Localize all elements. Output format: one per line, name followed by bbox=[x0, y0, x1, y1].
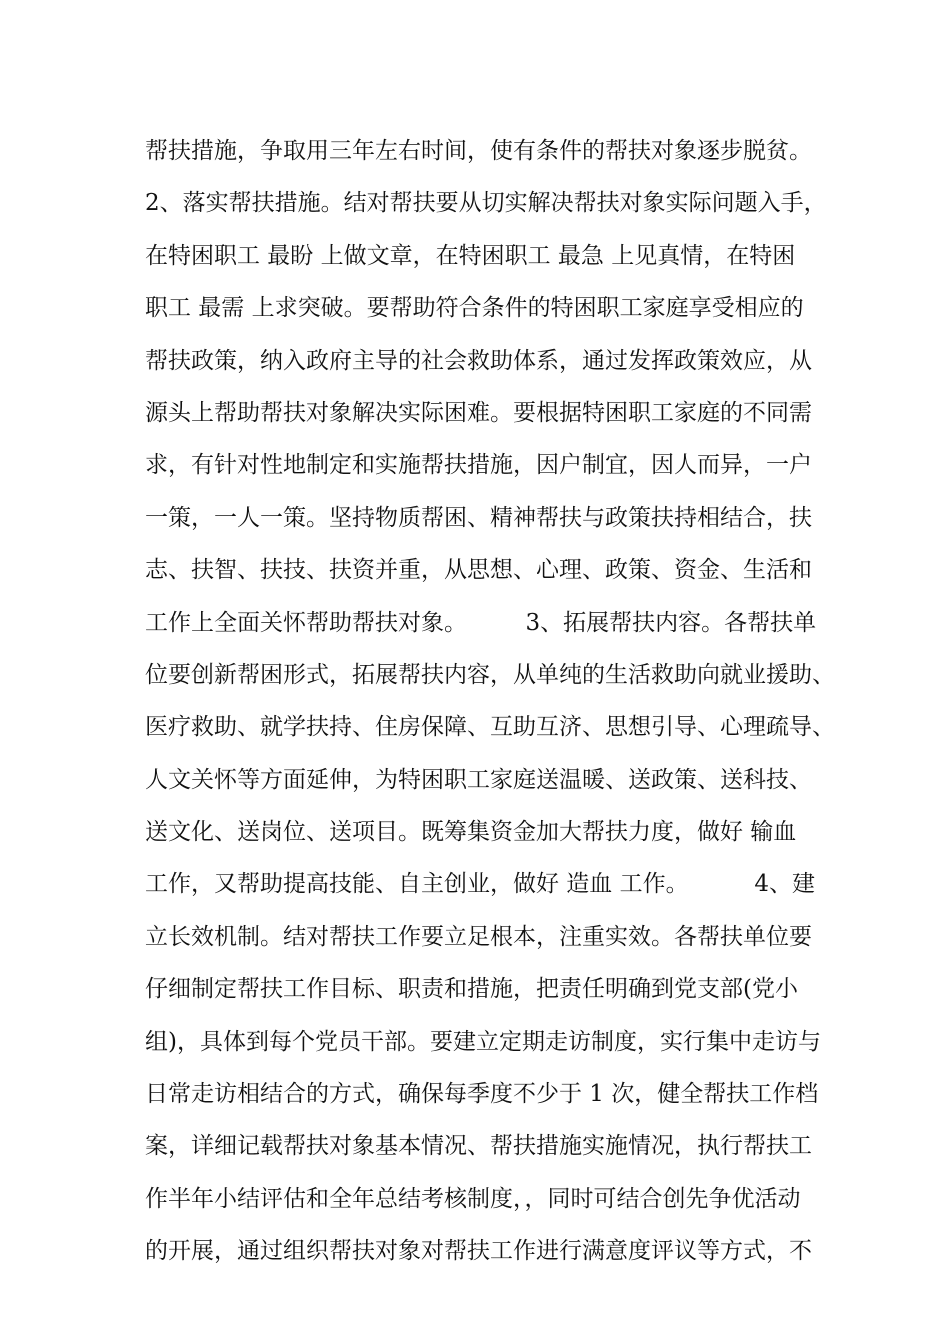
text-line: 帮扶措施，争取用三年左右时间，使有条件的帮扶对象逐步脱贫。 bbox=[145, 138, 812, 164]
text-line: 案，详细记载帮扶对象基本情况、帮扶措施实施情况，执行帮扶工 bbox=[145, 1133, 812, 1160]
text-line: 职工 最需 上求突破。要帮助符合条件的特困职工家庭享受相应的 bbox=[145, 295, 804, 322]
text-line: 帮扶政策，纳入政府主导的社会救助体系，通过发挥政策效应，从 bbox=[145, 347, 812, 374]
text-line: 作半年小结评估和全年总结考核制度，，同时可结合创先争优活动 bbox=[145, 1185, 801, 1212]
text-line: 在特困职工 最盼 上做文章，在特困职工 最急 上见真情，在特困 bbox=[145, 242, 796, 269]
text-line: 送文化、送岗位、送项目。既筹集资金加大帮扶力度，做好 输血 bbox=[145, 819, 797, 846]
text-line: 组)，具体到每个党员干部。要建立定期走访制度，实行集中走访与 bbox=[145, 1028, 821, 1055]
body-text bbox=[145, 125, 845, 1278]
text-line: 位要创新帮困形式，拓展帮扶内容，从单纯的生活救助向就业援助、 bbox=[145, 661, 835, 688]
text-line: 源头上帮助帮扶对象解决实际困难。要根据特困职工家庭的不同需 bbox=[145, 399, 812, 426]
text-line: 立长效机制。结对帮扶工作要立足根本，注重实效。各帮扶单位要 bbox=[145, 923, 812, 950]
text-line: 求，有针对性地制定和实施帮扶措施，因户制宜，因人而异，一户 bbox=[145, 452, 812, 479]
text-line: 2、落实帮扶措施。结对帮扶要从切实解决帮扶对象实际问题入手， bbox=[145, 190, 827, 217]
text-line: 仔细制定帮扶工作目标、职责和措施，把责任明确到党支部(党小 bbox=[145, 976, 798, 1003]
text-line: 人文关怀等方面延伸，为特困职工家庭送温暖、送政策、送科技、 bbox=[145, 766, 812, 793]
text-line: 志、扶智、扶技、扶资并重，从思想、心理、政策、资金、生活和 bbox=[145, 557, 812, 584]
text-line: 日常走访相结合的方式，确保每季度不少于 1 次，健全帮扶工作档 bbox=[145, 1081, 819, 1108]
text-line: 的开展，通过组织帮扶对象对帮扶工作进行满意度评议等方式，不 bbox=[145, 1238, 812, 1265]
text-line: 工作，又帮助提高技能、自主创业，做好 造血 工作。 4、建 bbox=[145, 871, 816, 898]
text-line: 医疗救助、就学扶持、住房保障、互助互济、思想引导、心理疏导、 bbox=[145, 714, 835, 741]
text-line: 一策，一人一策。坚持物质帮困、精神帮扶与政策扶持相结合，扶 bbox=[145, 504, 812, 531]
text-line: 工作上全面关怀帮助帮扶对象。 3、拓展帮扶内容。各帮扶单 bbox=[145, 609, 817, 636]
